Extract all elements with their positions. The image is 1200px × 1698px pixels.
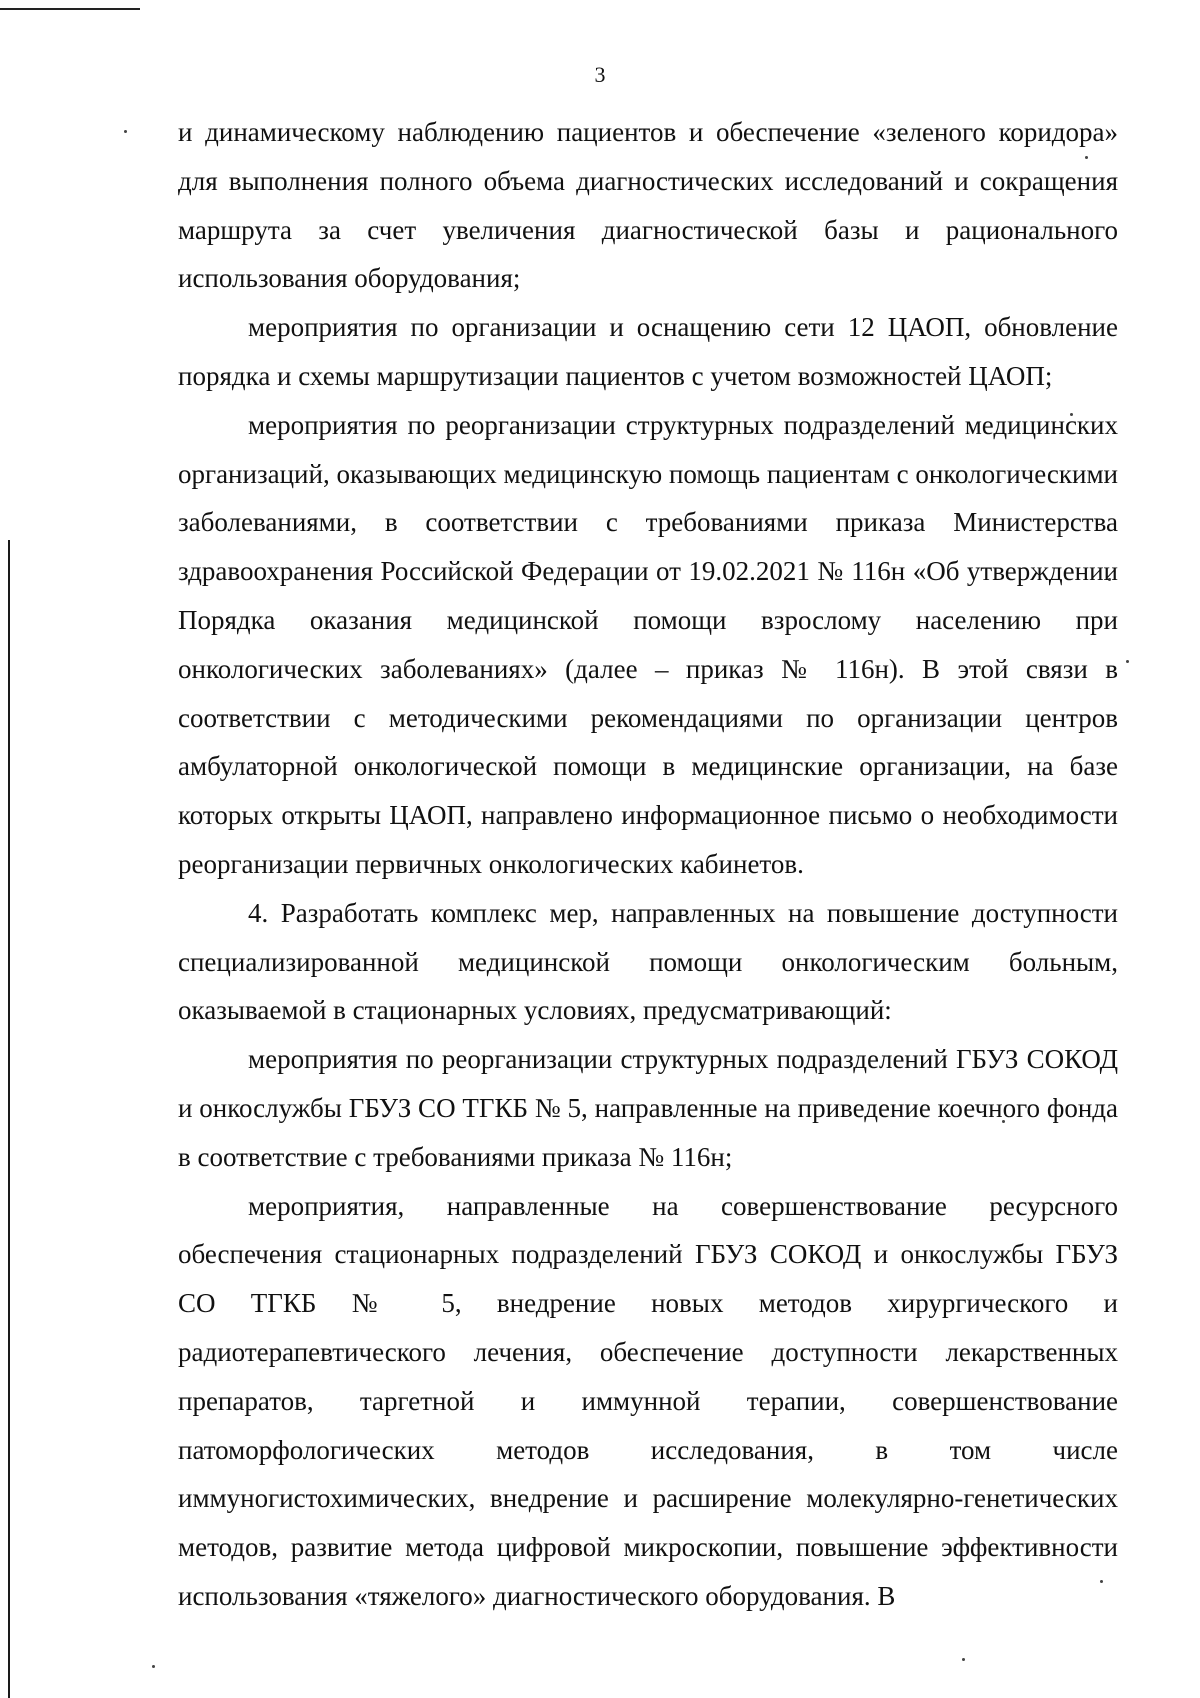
scan-speck bbox=[152, 1665, 155, 1668]
scan-speck bbox=[962, 1658, 965, 1661]
paragraph-reorganization: мероприятия по реорганизации структурных подразделений медицинских организаций, оказывающих медицинскую помощь пациентам с онкологическими заболеваниями, в соответствии с требованиями приказа Министерства здравоохранения Российской Федерации от 19.02.2021 № 116н «Об утверждении Порядка оказания медицинской помощи взрослому населению при онкологических заболеваниях» (далее – приказ № 116н). В этой связи в соответствии с методическими рекомендациями по организации центров амбулаторной онкологической помощи в медицинские организации, на базе которых открыты ЦАОП, направлено информационное письмо о необходимости реорганизации первичных онкологических кабинетов. bbox=[178, 409, 1118, 879]
document-body bbox=[178, 108, 1118, 1621]
paragraph-caop-network: мероприятия по организации и оснащению сети 12 ЦАОП, обновление порядка и схемы маршрутизации пациентов с учетом возможностей ЦАОП; bbox=[178, 312, 1118, 391]
scan-edge-top bbox=[0, 8, 140, 10]
paragraph-continuation: и динамическому наблюдению пациентов и обеспечение «зеленого коридора» для выполнения полного объема диагностических исследований и сокращения маршрута за счет увеличения диагностической базы и рационального использования оборудования; bbox=[178, 117, 1118, 294]
scan-speck bbox=[124, 130, 127, 133]
page-number: 3 bbox=[594, 62, 606, 87]
scan-edge-left bbox=[8, 540, 10, 1698]
paragraph-bed-fund: мероприятия по реорганизации структурных подразделений ГБУЗ СОКОД и онкослужбы ГБУЗ СО ТГКБ № 5, направленные на приведение коечного фонда в соответствие с требованиями приказа № 116н; bbox=[178, 1044, 1118, 1172]
scan-speck bbox=[1126, 660, 1129, 663]
paragraph-resource-support: мероприятия, направленные на совершенствование ресурсного обеспечения стационарных подразделений ГБУЗ СОКОД и онкослужбы ГБУЗ СО ТГКБ № 5, внедрение новых методов хирургического и радиотерапевтического лечения, обеспечение доступности лекарственных препаратов, таргетной и иммунной терапии, совершенствование патоморфологических методов исследования, в том числе иммуногистохимических, внедрение и расширение молекулярно-генетических методов, развитие метода цифровой микроскопии, повышение эффективности использования «тяжелого» диагностического оборудования. В bbox=[178, 1190, 1118, 1611]
paragraph-item-4: 4. Разработать комплекс мер, направленных на повышение доступности специализированной медицинской помощи онкологическим больным, оказываемой в стационарных условиях, предусматривающий: bbox=[178, 897, 1118, 1026]
